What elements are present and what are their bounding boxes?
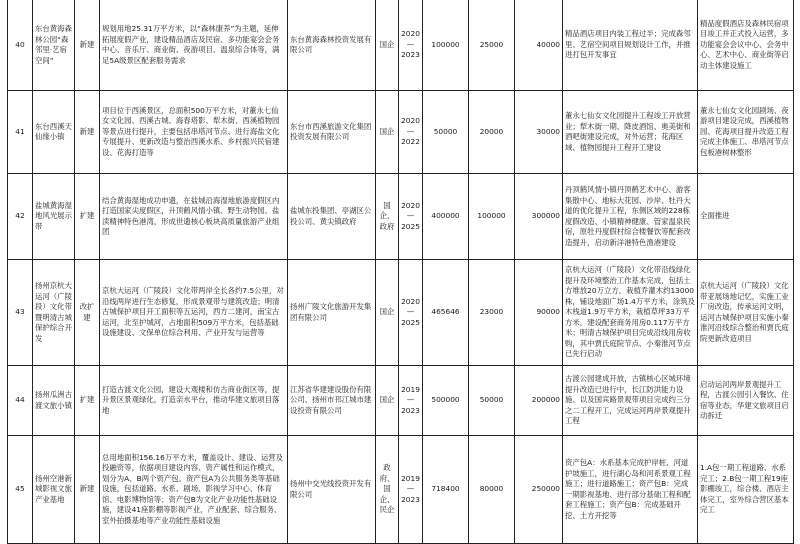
construction-type: 改扩建 — [75, 260, 100, 366]
planned-investment: 25000 — [469, 0, 515, 91]
cumulative-investment: 30000 — [515, 91, 563, 174]
planned-investment: 80000 — [469, 436, 515, 544]
owner-company: 东台市西溪旅游文化集团投资发展有限公司 — [288, 91, 376, 174]
owner-company: 扬州广陵文化旅游开发集团有限公司 — [288, 260, 376, 366]
construction-content: 结合黄海湿地成功申遗，在盐城沿海湿地旅游度假区内打造国家尖度假区，升顶鹤风情小镇、野生动物园、盐渎精神特色港湾，形成世遗核心板块高质量旅游产业组团 — [100, 174, 288, 260]
funding-source: 国企 — [376, 260, 399, 366]
construction-content: 规划用地25.31万平方米，以“森林康养”为主题，延伸拓展度假产业，建设精品酒店及民宿、多功能宴会会务中心、音乐厅、商业街、夜游项目、温泉综合体等，满足5A级景区配套服务需求 — [100, 0, 288, 91]
progress-status: 资产包A：水系基本完成护岸桩、河道护坡施工，进行湖心岛和河系景观工程施工；进行道路施工；资产包B：完成一期影视基地、进行部分基础工程和配套工程施工；资产包B：完成基础开挖、土方开挖等 — [563, 436, 698, 544]
total-investment: 465646 — [423, 260, 469, 366]
owner-company: 扬州中交光线投资开发有限公司 — [288, 436, 376, 544]
row-number: 44 — [8, 366, 33, 436]
project-name: 扬州京杭大运河（广陵段）文化带暨明清古城保护综合开发 — [33, 260, 75, 366]
cumulative-investment: 300000 — [515, 174, 563, 260]
table-row — [8, 174, 794, 260]
construction-period: 2020 — 2025 — [399, 174, 423, 260]
total-investment: 100000 — [423, 0, 469, 91]
cumulative-investment: 90000 — [515, 260, 563, 366]
project-name: 盐城黄海湿地风光展示带 — [33, 174, 75, 260]
table-row — [8, 260, 794, 366]
owner-company: 盐城东投集团、亭湖区公投公司、黄尖镇政府 — [288, 174, 376, 260]
annual-target: 精品度假酒店及森林民宿项目竣工并正式投入运营，多功能宴会会议中心、会务中心、艺术中心、商业街等启动主体建设施工 — [698, 0, 794, 91]
funding-source: 国企 — [376, 0, 399, 91]
projects-table — [7, 0, 794, 544]
construction-type: 新建 — [75, 436, 100, 544]
annual-target: 董永七仙女文化园剧场、夜游项目建设完成，西溪植物园、花海项目提升改造工程完成主体施工、串塔河节点包板港树林整形 — [698, 91, 794, 174]
row-number: 41 — [8, 91, 33, 174]
progress-status: 董永七仙女文化园提升工程竣工开放营业；犁木街一期、降皮酒馆、奥美街和酒吧街建设完成，对外运营；花海区域、植物园提升工程开工建设 — [563, 91, 698, 174]
construction-period: 2019 — 2023 — [399, 436, 423, 544]
progress-status: 精品酒店项目内装工程过半；完成森邻里、艺宿空间项目规划设计工作，并推进打包开发事宜 — [563, 0, 698, 91]
cumulative-investment: 40000 — [515, 0, 563, 91]
annual-target: 全面推进 — [698, 174, 794, 260]
owner-company: 江苏省华建建设股份有限公司、扬州市邗江城市建设投资有限公司 — [288, 366, 376, 436]
funding-source: 国企 — [376, 91, 399, 174]
funding-source: 国企、政府 — [376, 174, 399, 260]
construction-content: 京杭大运河（广陵段）文化带两岸全长各约7.5公里，对沿线两岸进行生态修复，形成景观带与建筑改造；明清古城保护项目开工面积等五运河，西方二建河，南宝古运河，北至护城河，占地面积509万平方米，包括基础设施建设、文保单位综合利用、产业开发与运营等 — [100, 260, 288, 366]
construction-type: 扩建 — [75, 366, 100, 436]
planned-investment: 20000 — [469, 91, 515, 174]
total-investment: 50000 — [423, 91, 469, 174]
progress-status: 古渡公园建成开放，古镇核心区城环境提升改造已进行中，长江防洪能力设施、以及国宾路景观带项目完成约三分之二工程开工，完成运河两岸景观提升工程 — [563, 366, 698, 436]
total-investment: 718400 — [423, 436, 469, 544]
cumulative-investment: 200000 — [515, 366, 563, 436]
planned-investment: 100000 — [469, 174, 515, 260]
construction-period: 2020 — 2025 — [399, 260, 423, 366]
project-name: 扬州空港新城影视文旅产业基地 — [33, 436, 75, 544]
annual-target: 京杭大运河（广陵段）文化带亚展场地记忆，实施工业厂房改造，传承运河文明，运河古城保护项目实施小秦淮河沿线综合整治和贾氏庭院更新改造项目 — [698, 260, 794, 366]
construction-type: 新建 — [75, 91, 100, 174]
construction-period: 2019 — 2023 — [399, 366, 423, 436]
progress-status: 丹顶鹤风情小镇丹顶鹤艺术中心、游客集散中心、地标大花园、沙岸、牡丹大道的优化提升工程，东侧区域的228栋度假改造、小镇精神健康、管家温泉民宿，原牡丹度假村综合楼餐饮等配套改造提升，启动新洋港特色渔港建设 — [563, 174, 698, 260]
progress-status: 京杭大运河（广陵段）文化带沿线绿化提升及环境整治工作基本完成，包括土方堆放20万立方，栽植乔灌木约13000株，铺设地面广场1.4万平方米，涂筑及木栈道1.9万平方米，栽植草坪33万平方米，建设配套商务用房0.117万平方米；明清古城保护项目完成沿线用房收购，其中贾氏庭院节点、小秦淮河节点已先行启动 — [563, 260, 698, 366]
construction-content: 打造古渡文化公园，建设大观楼和仿古商业街区等，提升景区景观绿化，打造亲水平台，推动华建文旅项目落地 — [100, 366, 288, 436]
construction-period: 2020 — 2023 — [399, 0, 423, 91]
row-number: 43 — [8, 260, 33, 366]
construction-type: 新建 — [75, 0, 100, 91]
project-name: 东台西溪天仙缘小镇 — [33, 91, 75, 174]
cumulative-investment: 250000 — [515, 436, 563, 544]
project-name: 东台黄海森林公园“森邻里·艺宿空间” — [33, 0, 75, 91]
total-investment: 500000 — [423, 366, 469, 436]
construction-content: 项目位于西溪景区，总面积500万平方米，对董永七仙女文化园、西溪古城、海春塔影、犁木街、西溪植物园等景点进行提升，主要包括串塔河节点、进行海盐文化专展提升、更新改造与整治西溪水系、乡村振兴民宿建设、花海打造等 — [100, 91, 288, 174]
planned-investment: 50000 — [469, 366, 515, 436]
row-number: 40 — [8, 0, 33, 91]
construction-content: 总用地面积156.16万平方米，覆盖设计、建设、运营及投融资等，依据项目建设内容、资产属性和运作模式，划分为A、B两个资产包。资产包A为公共服务类等基础设施，包括道路、水系、剧场、影视学习中心、体育馆、电影博物馆等；资产包B为文化产业功能性基础设施，建设41座影棚等影视产业，产业配套、综合服务、室外拍摄基地等产业功能性基础设施 — [100, 436, 288, 544]
table-row — [8, 0, 794, 91]
annual-target: 启动运河两岸景观提升工程，古渡公园引入餐饮、住宿等业态，华建文旅项目启动拆迁 — [698, 366, 794, 436]
table-row — [8, 436, 794, 544]
row-number: 45 — [8, 436, 33, 544]
funding-source: 国企 — [376, 366, 399, 436]
project-name: 扬州瓜洲古渡文旅小镇 — [33, 366, 75, 436]
funding-source: 政府、国企、民企 — [376, 436, 399, 544]
annual-target: 1.A包一期工程道路、水系完工；2.B包一期工程19座影棚竣工，综合楼、酒店主体完工，室外综合营区基本完工 — [698, 436, 794, 544]
table-row — [8, 366, 794, 436]
table-row — [8, 91, 794, 174]
total-investment: 400000 — [423, 174, 469, 260]
row-number: 42 — [8, 174, 33, 260]
planned-investment: 23000 — [469, 260, 515, 366]
construction-period: 2020 — 2022 — [399, 91, 423, 174]
owner-company: 东台黄海森林投资发展有限公司 — [288, 0, 376, 91]
construction-type: 扩建 — [75, 174, 100, 260]
